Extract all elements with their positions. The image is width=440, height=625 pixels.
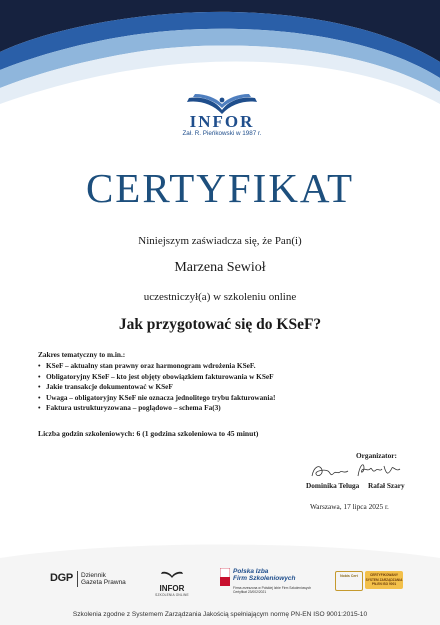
signer-name: Rafał Szary: [368, 481, 405, 490]
pifs-small2: Certyfikat 23/002/2021: [233, 590, 267, 594]
book-wings-small-icon: [160, 571, 184, 579]
infor-online-sub: SZKOLENIA ONLINE: [155, 593, 189, 597]
dgp-divider: [77, 571, 78, 587]
dgp-mark: DGP: [50, 572, 73, 584]
infor-online-logo: [152, 566, 192, 597]
training-hours: Liczba godzin szkoleniowych: 6 (1 godzina szkoleniowa to 45 minut): [38, 429, 259, 438]
dgp-logo: [50, 569, 130, 589]
certificate-title: CERTYFIKAT: [85, 165, 355, 211]
pifs-line1: Polska Izba: [233, 568, 269, 575]
course-title: Jak przygotować się do KSeF?: [118, 316, 322, 333]
scope-list: [38, 361, 418, 413]
scope-item: • KSeF – aktualny stan prawny oraz harmonogram wdrożenia KSeF.: [38, 361, 418, 371]
infor-logo: [170, 94, 274, 146]
scope-heading: Zakres tematyczny to m.in.:: [38, 350, 126, 359]
iso-badge-line: SYSTEM ZARZĄDZANIA: [365, 577, 403, 582]
participation-text: uczestniczył(a) w szkoleniu online: [143, 291, 297, 303]
iso-badge: [365, 571, 403, 589]
brand-name: INFOR: [189, 112, 255, 131]
brand-tagline: Zał. R. Pieńkowski w 1987 r.: [182, 130, 262, 137]
handwritten-signatures: [306, 458, 406, 482]
scope-item: • Obligatoryjny KSeF – kto jest objęty obowiązkiem fakturowania w KSeF: [38, 372, 418, 382]
scope-item: • Uwaga – obligatoryjny KSeF nie oznacza jednolitego trybu fakturowania!: [38, 393, 418, 403]
scope-section: [38, 350, 418, 413]
iso-badge-line: PN-EN ISO 9001: [371, 582, 397, 586]
certification-seal: Nobis Cert: [335, 571, 363, 591]
certificate-intro: Niniejszym zaświadcza się, że Pan(i): [138, 235, 302, 247]
scope-item: • Faktura ustrukturyzowana – poglądowo – schema Fa(3): [38, 403, 418, 413]
organizer-label: Organizator:: [356, 451, 397, 460]
iso-badge-line: CERTYFIKOWANY: [370, 573, 398, 577]
dgp-line1: Dziennik: [81, 572, 106, 579]
infor-online-word: INFOR: [159, 584, 185, 593]
pifs-logo: [220, 566, 316, 598]
place-and-date: Warszawa, 17 lipca 2025 r.: [310, 502, 389, 511]
signer-name: Dominika Teluga: [306, 481, 360, 490]
dgp-line2: Gazeta Prawna: [81, 579, 126, 586]
pifs-line2: Firm Szkoleniowych: [233, 575, 296, 582]
quality-footer-note: Szkolenia zgodne z Systemem Zarządzania Jakością spełniającym normę PN-EN ISO 9001:2015-10: [72, 611, 368, 618]
flag-icon: [220, 568, 230, 586]
quality-certificate-logos: [335, 570, 405, 590]
scope-item: • Jakie transakcje dokumentować w KSeF: [38, 382, 418, 392]
participant-name: Marzena Sewioł: [174, 260, 266, 275]
pifs-small1: Firma zrzeszona w Polskiej Izbie Firm Szkoleniowych: [233, 586, 312, 590]
